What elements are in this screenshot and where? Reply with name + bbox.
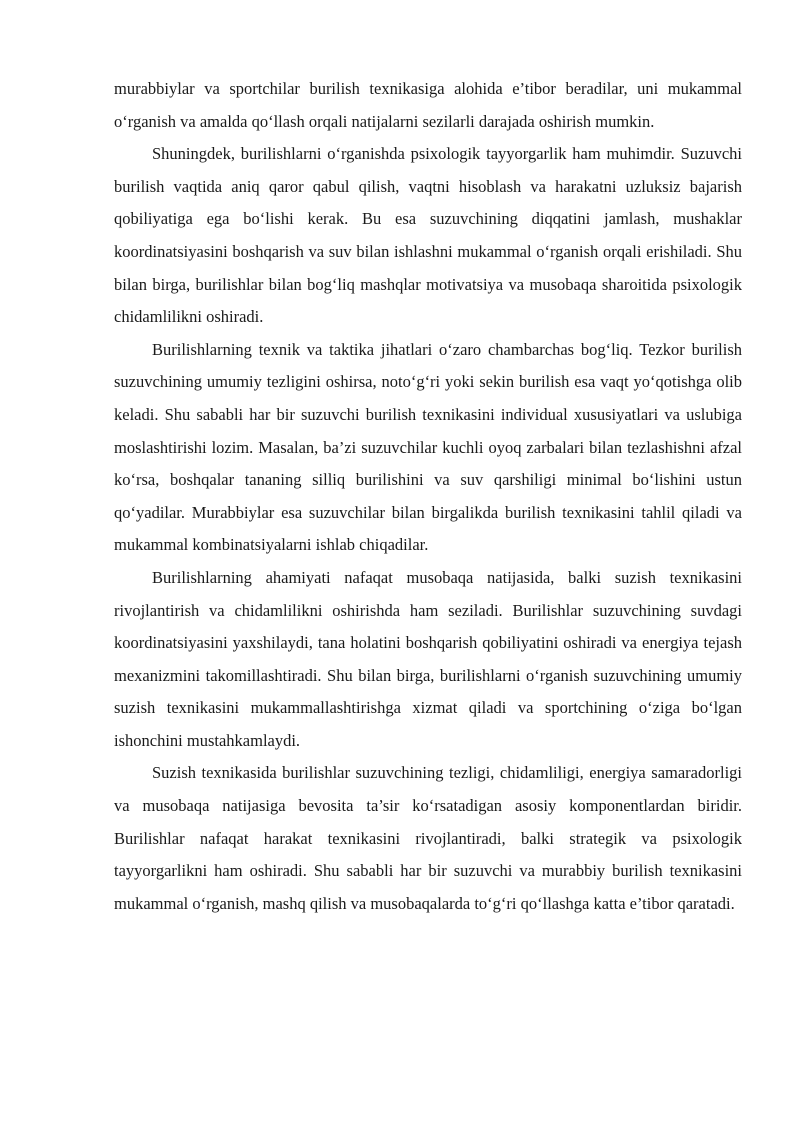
paragraph-continuation: murabbiylar va sportchilar burilish texnikasiga alohida e’tibor beradilar, uni mukammal o‘rganish va amalda qo‘llash orqali natijalarni sezilarli darajada oshirish mumkin. [114, 79, 742, 131]
paragraph-conclusion: Suzish texnikasida burilishlar suzuvchining tezligi, chidamliligi, energiya samaradorligi va musobaqa natijasiga bevosita ta’sir ko‘rsatadigan asosiy komponentlardan biridir. Burilishlar nafaqat harakat texnikasini rivojlantiradi, balki strategik va psixologik tayyorgarlikni ham oshiradi. Shu sababli har bir suzuvchi va murabbiy burilish texnikasini mukammal o‘rganish, mashq qilish va musobaqalarda to‘g‘ri qo‘llashga katta e’tibor qaratadi. [114, 763, 742, 913]
paragraph-importance: Burilishlarning ahamiyati nafaqat musobaqa natijasida, balki suzish texnikasini rivojlantirish va chidamlilikni oshirishda ham seziladi. Burilishlar suzuvchining suvdagi koordinatsiyasini yaxshilaydi, tana holatini boshqarish qobiliyatini oshiradi va energiya tejash mexanizmini takomillashtiradi. Shu bilan birga, burilishlarni o‘rganish suzuvchining umumiy suzish texnikasini mukammallashtirishga xizmat qiladi va sportchining o‘ziga bo‘lgan ishonchini mustahkamlaydi. [114, 567, 742, 750]
paragraph-psychological-preparation: Shuningdek, burilishlarni o‘rganishda psixologik tayyorgarlik ham muhimdir. Suzuvchi burilish vaqtida aniq qaror qabul qilish, vaqtni hisoblash va harakatni uzluksiz bajarish qobiliyatiga ega bo‘lishi kerak. Bu esa suzuvchining diqqatini jamlash, mushaklar koordinatsiyasini boshqarish va suv bilan ishlashni mukammal o‘rganish orqali erishiladi. Shu bilan birga, burilishlar bilan bog‘liq mashqlar motivatsiya va musobaqa sharoitida psixologik chidamlilikni oshiradi. [114, 144, 742, 327]
document-page [114, 73, 742, 920]
paragraph-technical-tactical: Burilishlarning texnik va taktika jihatlari o‘zaro chambarchas bog‘liq. Tezkor burilish suzuvchining umumiy tezligini oshirsa, noto‘g‘ri yoki sekin burilish esa vaqt yo‘qotishga olib keladi. Shu sababli har bir suzuvchi burilish texnikasini individual xususiyatlari va uslubiga moslashtirishi lozim. Masalan, ba’zi suzuvchilar kuchli oyoq zarbalari bilan tezlashishni afzal ko‘rsa, boshqalar tananing silliq burilishini va suv qarshiligi minimal bo‘lishini ustun qo‘yadilar. Murabbiylar esa suzuvchilar bilan birgalikda burilish texnikasini tahlil qiladi va mukammal kombinatsiyalarni ishlab chiqadilar. [114, 339, 742, 555]
